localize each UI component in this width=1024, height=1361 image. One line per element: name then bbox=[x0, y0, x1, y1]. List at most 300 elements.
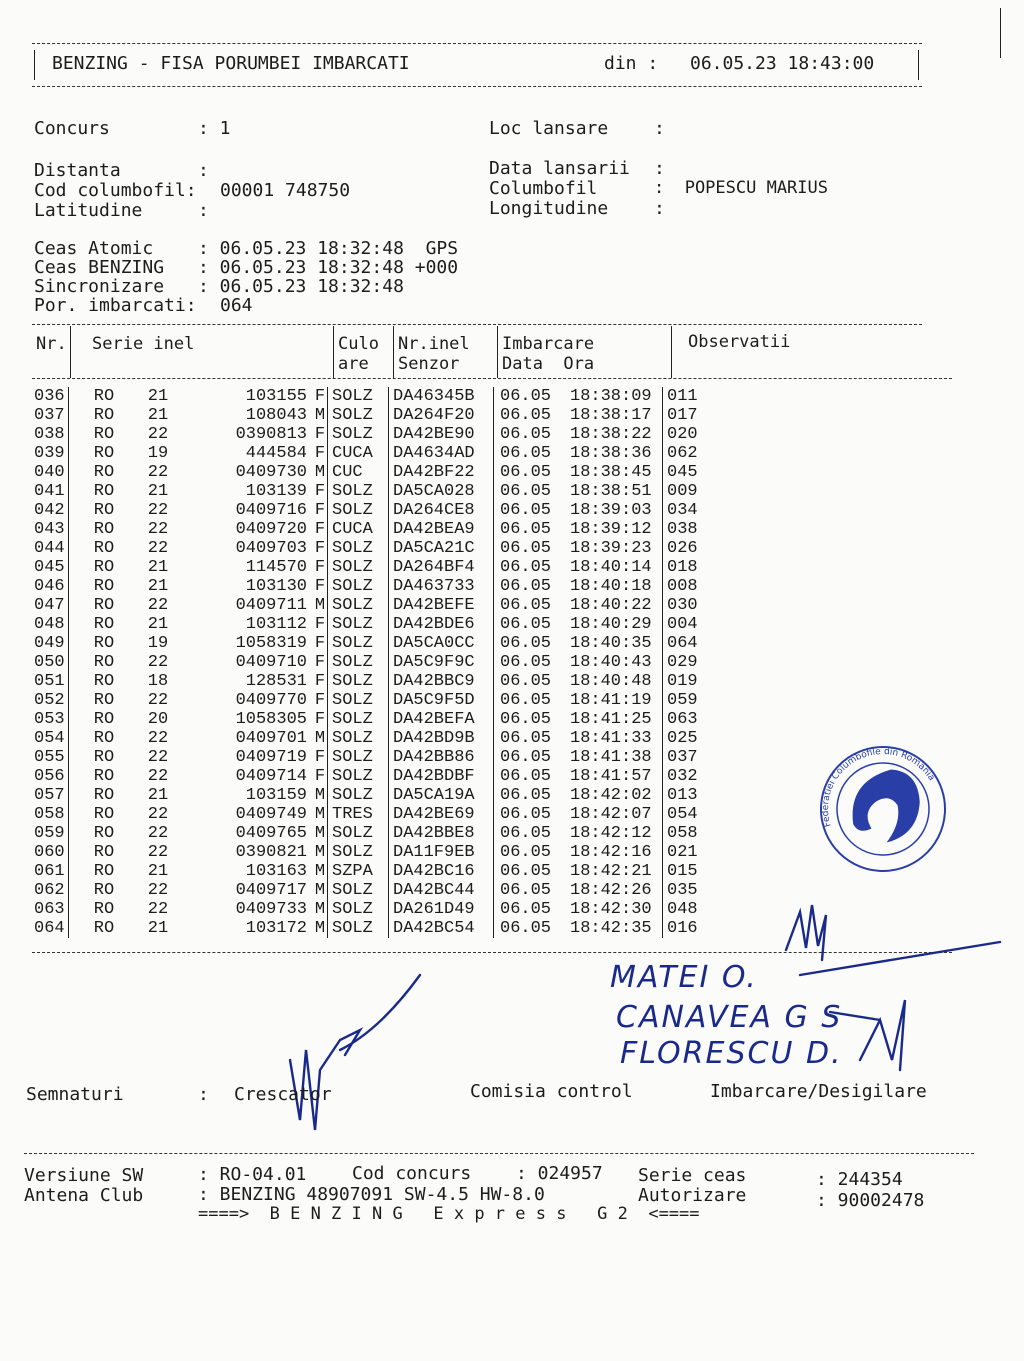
cell-year: 21 bbox=[147, 558, 169, 577]
ceas-benzing-label: Ceas BENZING bbox=[34, 257, 165, 278]
cell-observatii: 009 bbox=[667, 482, 698, 501]
cell-year: 21 bbox=[147, 577, 169, 596]
cell-ring-number: 0409703 bbox=[235, 539, 307, 558]
cell-color: CUC bbox=[328, 463, 389, 482]
cell-date: 06.05 bbox=[500, 843, 552, 862]
cell-color: SOLZ bbox=[328, 710, 389, 729]
cell-color: SOLZ bbox=[328, 634, 389, 653]
cell-country: RO bbox=[93, 463, 115, 482]
cell-year: 21 bbox=[147, 786, 169, 805]
cell-sex: F bbox=[313, 539, 328, 558]
autorizare-value: : 90002478 bbox=[816, 1190, 925, 1211]
cell-sensor: DA42BD9B bbox=[389, 729, 494, 748]
serie-ceas-label: Serie ceas bbox=[638, 1165, 747, 1186]
cell-date: 06.05 bbox=[500, 691, 552, 710]
cell-sex: F bbox=[313, 767, 328, 786]
cell-nr: 038 bbox=[32, 425, 69, 444]
cell-sensor: DA42BBE8 bbox=[389, 824, 494, 843]
cell-sensor: DA264BF4 bbox=[389, 558, 494, 577]
cell-year: 22 bbox=[147, 653, 169, 672]
cell-ring-number: 103163 bbox=[245, 862, 307, 881]
semnaturi-label: Semnaturi bbox=[26, 1084, 124, 1105]
cell-time: 18:38:09 bbox=[570, 387, 663, 406]
col-header-nr-inel-1: Nr.inel bbox=[398, 334, 470, 354]
cell-time: 18:42:35 bbox=[570, 919, 663, 938]
cell-time: 18:38:22 bbox=[570, 425, 663, 444]
cell-year: 21 bbox=[147, 387, 169, 406]
cell-time: 18:41:57 bbox=[570, 767, 663, 786]
cell-time: 18:40:14 bbox=[570, 558, 663, 577]
cell-observatii: 030 bbox=[667, 596, 698, 615]
cell-ring-number: 444584 bbox=[245, 444, 307, 463]
cell-sensor: DA42BDE6 bbox=[389, 615, 494, 634]
cell-observatii: 037 bbox=[667, 748, 698, 767]
cell-sensor: DA42BB86 bbox=[389, 748, 494, 767]
handwritten-name-2: CANAVEA G S bbox=[616, 1000, 843, 1035]
cell-year: 22 bbox=[147, 463, 169, 482]
cell-ring-number: 0409701 bbox=[235, 729, 307, 748]
cell-observatii: 020 bbox=[667, 425, 698, 444]
cell-time: 18:42:02 bbox=[570, 786, 663, 805]
cell-nr: 063 bbox=[32, 900, 69, 919]
cell-date: 06.05 bbox=[500, 672, 552, 691]
cell-date: 06.05 bbox=[500, 710, 552, 729]
col-header-observatii: Observatii bbox=[688, 332, 791, 352]
cell-sex: M bbox=[313, 862, 328, 881]
cell-country: RO bbox=[93, 615, 115, 634]
cell-country: RO bbox=[93, 767, 115, 786]
cell-year: 21 bbox=[147, 406, 169, 425]
cell-ring-number: 128531 bbox=[245, 672, 307, 691]
cell-date: 06.05 bbox=[500, 558, 552, 577]
autorizare-label: Autorizare bbox=[638, 1185, 747, 1206]
cell-country: RO bbox=[93, 425, 115, 444]
cell-observatii: 063 bbox=[667, 710, 698, 729]
cell-country: RO bbox=[93, 843, 115, 862]
longitudine-value: : bbox=[654, 198, 665, 219]
cell-country: RO bbox=[93, 444, 115, 463]
cell-ring-number: 0409749 bbox=[235, 805, 307, 824]
cell-time: 18:42:16 bbox=[570, 843, 663, 862]
cell-nr: 064 bbox=[32, 919, 69, 938]
ceas-atomic-label: Ceas Atomic bbox=[34, 238, 154, 259]
cell-sensor: DA42BEFE bbox=[389, 596, 494, 615]
cell-nr: 050 bbox=[32, 653, 69, 672]
cell-sex: M bbox=[313, 729, 328, 748]
cell-date: 06.05 bbox=[500, 767, 552, 786]
cell-country: RO bbox=[93, 558, 115, 577]
cell-observatii: 008 bbox=[667, 577, 698, 596]
cell-nr: 040 bbox=[32, 463, 69, 482]
cell-sensor: DA5CA19A bbox=[389, 786, 494, 805]
cell-nr: 041 bbox=[32, 482, 69, 501]
cell-ring-number: 0409733 bbox=[235, 900, 307, 919]
cell-color: SOLZ bbox=[328, 786, 389, 805]
cell-sensor: DA42BC16 bbox=[389, 862, 494, 881]
columbofil-value: : POPESCU MARIUS bbox=[654, 178, 828, 198]
cell-color: SOLZ bbox=[328, 843, 389, 862]
cod-columbofil-value: 00001 748750 bbox=[220, 180, 351, 201]
cell-time: 18:40:22 bbox=[570, 596, 663, 615]
cell-sensor: DA5CA0CC bbox=[389, 634, 494, 653]
signature-crescator bbox=[290, 975, 420, 1130]
cell-sex: M bbox=[313, 406, 328, 425]
cell-country: RO bbox=[93, 691, 115, 710]
loc-lansare-label: Loc lansare bbox=[489, 118, 609, 139]
cell-date: 06.05 bbox=[500, 729, 552, 748]
cell-country: RO bbox=[93, 634, 115, 653]
cell-ring-number: 103155 bbox=[245, 387, 307, 406]
cell-year: 22 bbox=[147, 881, 169, 900]
distanta-value: : bbox=[198, 160, 209, 181]
cell-sensor: DA11F9EB bbox=[389, 843, 494, 862]
cell-ring-number: 0409716 bbox=[235, 501, 307, 520]
distanta-label: Distanta bbox=[34, 160, 121, 181]
cell-color: SOLZ bbox=[328, 767, 389, 786]
cell-country: RO bbox=[93, 539, 115, 558]
stamp-text: Federatiei Columbofile din Romania bbox=[820, 746, 937, 828]
cell-date: 06.05 bbox=[500, 444, 552, 463]
cell-year: 21 bbox=[147, 615, 169, 634]
cell-country: RO bbox=[93, 482, 115, 501]
federation-stamp-icon bbox=[808, 744, 958, 874]
cell-nr: 037 bbox=[32, 406, 69, 425]
page-edge-mark bbox=[1000, 8, 1001, 58]
cell-sensor: DA42BEA9 bbox=[389, 520, 494, 539]
col-header-imbarcare-2: Data Ora bbox=[502, 354, 595, 374]
col-header-nr-inel-2: Senzor bbox=[398, 354, 460, 374]
cell-sensor: DA42BE90 bbox=[389, 425, 494, 444]
porumbei-imbarcati-value: 064 bbox=[220, 295, 253, 316]
cell-date: 06.05 bbox=[500, 463, 552, 482]
cell-sex: F bbox=[313, 634, 328, 653]
col-header-nr: Nr. bbox=[36, 334, 67, 354]
data-lansarii-value: : bbox=[654, 158, 665, 179]
cell-observatii: 032 bbox=[667, 767, 698, 786]
cell-time: 18:41:25 bbox=[570, 710, 663, 729]
cell-nr: 046 bbox=[32, 577, 69, 596]
cell-country: RO bbox=[93, 786, 115, 805]
cell-observatii: 059 bbox=[667, 691, 698, 710]
cell-color: SZPA bbox=[328, 862, 389, 881]
cell-nr: 062 bbox=[32, 881, 69, 900]
cell-time: 18:40:35 bbox=[570, 634, 663, 653]
cell-time: 18:40:29 bbox=[570, 615, 663, 634]
cell-nr: 054 bbox=[32, 729, 69, 748]
cell-sensor: DA5C9F5D bbox=[389, 691, 494, 710]
cell-country: RO bbox=[93, 672, 115, 691]
cell-year: 21 bbox=[147, 862, 169, 881]
cell-year: 21 bbox=[147, 482, 169, 501]
cell-color: CUCA bbox=[328, 520, 389, 539]
cell-color: SOLZ bbox=[328, 615, 389, 634]
cell-ring-number: 103172 bbox=[245, 919, 307, 938]
ceas-atomic-value: : 06.05.23 18:32:48 GPS bbox=[198, 238, 459, 259]
cell-year: 21 bbox=[147, 919, 169, 938]
signature-stroke-right bbox=[830, 1000, 905, 1070]
cell-year: 22 bbox=[147, 843, 169, 862]
cell-ring-number: 0409710 bbox=[235, 653, 307, 672]
cell-year: 22 bbox=[147, 900, 169, 919]
cell-time: 18:38:17 bbox=[570, 406, 663, 425]
cell-time: 18:41:33 bbox=[570, 729, 663, 748]
cell-year: 22 bbox=[147, 691, 169, 710]
handwritten-name-3: FLORESCU D. bbox=[620, 1036, 843, 1071]
cell-date: 06.05 bbox=[500, 824, 552, 843]
cell-color: CUCA bbox=[328, 444, 389, 463]
data-lansarii-label: Data lansarii bbox=[489, 158, 630, 179]
cell-color: SOLZ bbox=[328, 596, 389, 615]
cell-nr: 048 bbox=[32, 615, 69, 634]
cell-observatii: 045 bbox=[667, 463, 698, 482]
cell-color: SOLZ bbox=[328, 900, 389, 919]
cell-time: 18:42:30 bbox=[570, 900, 663, 919]
cell-color: SOLZ bbox=[328, 824, 389, 843]
cell-observatii: 021 bbox=[667, 843, 698, 862]
cell-sex: M bbox=[313, 463, 328, 482]
cell-nr: 059 bbox=[32, 824, 69, 843]
cell-sensor: DA261D49 bbox=[389, 900, 494, 919]
cell-time: 18:42:07 bbox=[570, 805, 663, 824]
cell-sex: F bbox=[313, 520, 328, 539]
cell-ring-number: 0409720 bbox=[235, 520, 307, 539]
document-title: BENZING - FISA PORUMBEI IMBARCATI bbox=[52, 53, 410, 74]
serie-ceas-value: : 244354 bbox=[816, 1169, 903, 1190]
cell-ring-number: 0390821 bbox=[235, 843, 307, 862]
cell-sex: M bbox=[313, 786, 328, 805]
cell-observatii: 013 bbox=[667, 786, 698, 805]
cell-ring-number: 103130 bbox=[245, 577, 307, 596]
cell-color: SOLZ bbox=[328, 425, 389, 444]
cell-sex: F bbox=[313, 653, 328, 672]
cell-time: 18:41:38 bbox=[570, 748, 663, 767]
cell-sensor: DA42BE69 bbox=[389, 805, 494, 824]
latitudine-value: : bbox=[198, 200, 209, 221]
cell-date: 06.05 bbox=[500, 653, 552, 672]
cell-nr: 036 bbox=[32, 387, 69, 406]
cell-ring-number: 1058319 bbox=[235, 634, 307, 653]
cell-observatii: 025 bbox=[667, 729, 698, 748]
cell-observatii: 035 bbox=[667, 881, 698, 900]
cell-year: 22 bbox=[147, 425, 169, 444]
cell-country: RO bbox=[93, 653, 115, 672]
footer-top-border bbox=[24, 1153, 974, 1154]
concurs-value: : 1 bbox=[198, 118, 231, 139]
col-header-imbarcare-1: Imbarcare bbox=[502, 334, 595, 354]
cell-time: 18:42:12 bbox=[570, 824, 663, 843]
comisia-control-label: Comisia control bbox=[470, 1081, 633, 1102]
cell-year: 22 bbox=[147, 824, 169, 843]
cell-country: RO bbox=[93, 520, 115, 539]
cell-year: 19 bbox=[147, 444, 169, 463]
signature-line-right bbox=[800, 942, 1000, 975]
cell-sensor: DA5CA028 bbox=[389, 482, 494, 501]
cell-country: RO bbox=[93, 919, 115, 938]
col-header-culoare-2: are bbox=[338, 354, 369, 374]
cell-sensor: DA46345B bbox=[389, 387, 494, 406]
handwritten-name-1: MATEI O. bbox=[610, 960, 758, 995]
cell-nr: 053 bbox=[32, 710, 69, 729]
cell-observatii: 058 bbox=[667, 824, 698, 843]
cell-nr: 058 bbox=[32, 805, 69, 824]
cell-date: 06.05 bbox=[500, 520, 552, 539]
cell-year: 20 bbox=[147, 710, 169, 729]
cell-ring-number: 0409711 bbox=[235, 596, 307, 615]
cell-date: 06.05 bbox=[500, 805, 552, 824]
cod-concurs-label: Cod concurs bbox=[352, 1163, 472, 1184]
longitudine-label: Longitudine bbox=[489, 198, 609, 219]
antena-club-value: : BENZING 48907091 SW-4.5 HW-8.0 bbox=[198, 1184, 545, 1205]
cell-date: 06.05 bbox=[500, 482, 552, 501]
cell-date: 06.05 bbox=[500, 596, 552, 615]
cell-observatii: 054 bbox=[667, 805, 698, 824]
cell-year: 22 bbox=[147, 520, 169, 539]
cell-time: 18:39:23 bbox=[570, 539, 663, 558]
cell-sex: F bbox=[313, 672, 328, 691]
cell-country: RO bbox=[93, 881, 115, 900]
sincronizare-value: : 06.05.23 18:32:48 bbox=[198, 276, 404, 297]
columbofil-label: Columbofil bbox=[489, 178, 598, 199]
cell-time: 18:39:03 bbox=[570, 501, 663, 520]
cell-ring-number: 0409714 bbox=[235, 767, 307, 786]
cell-time: 18:40:43 bbox=[570, 653, 663, 672]
cell-sex: F bbox=[313, 691, 328, 710]
cell-date: 06.05 bbox=[500, 387, 552, 406]
cell-observatii: 016 bbox=[667, 919, 698, 938]
cell-sex: F bbox=[313, 558, 328, 577]
cell-color: SOLZ bbox=[328, 387, 389, 406]
imbarcare-desigilare-label: Imbarcare/Desigilare bbox=[710, 1081, 927, 1102]
cell-country: RO bbox=[93, 710, 115, 729]
versiune-sw-value: : RO-04.01 bbox=[198, 1164, 307, 1185]
cell-date: 06.05 bbox=[500, 425, 552, 444]
cell-sex: M bbox=[313, 824, 328, 843]
cell-sensor: DA5C9F9C bbox=[389, 653, 494, 672]
crescator-label: Crescator bbox=[234, 1084, 332, 1105]
signature-stroke-top bbox=[786, 905, 826, 960]
cell-year: 22 bbox=[147, 748, 169, 767]
cell-time: 18:39:12 bbox=[570, 520, 663, 539]
cell-time: 18:41:19 bbox=[570, 691, 663, 710]
cell-country: RO bbox=[93, 406, 115, 425]
cell-color: TRES bbox=[328, 805, 389, 824]
cell-ring-number: 103139 bbox=[245, 482, 307, 501]
cell-country: RO bbox=[93, 596, 115, 615]
sincronizare-label: Sincronizare bbox=[34, 276, 165, 297]
cell-sex: M bbox=[313, 596, 328, 615]
cell-time: 18:38:45 bbox=[570, 463, 663, 482]
col-header-culoare-1: Culo bbox=[338, 334, 379, 354]
cell-observatii: 026 bbox=[667, 539, 698, 558]
concurs-label: Concurs bbox=[34, 118, 110, 139]
versiune-sw-label: Versiune SW bbox=[24, 1165, 144, 1186]
cell-observatii: 064 bbox=[667, 634, 698, 653]
cell-year: 18 bbox=[147, 672, 169, 691]
cell-observatii: 038 bbox=[667, 520, 698, 539]
cell-nr: 043 bbox=[32, 520, 69, 539]
cell-sex: M bbox=[313, 900, 328, 919]
cell-nr: 044 bbox=[32, 539, 69, 558]
cell-sex: M bbox=[313, 919, 328, 938]
cell-nr: 056 bbox=[32, 767, 69, 786]
cell-observatii: 018 bbox=[667, 558, 698, 577]
cell-color: SOLZ bbox=[328, 501, 389, 520]
din-label: din : bbox=[604, 53, 659, 74]
cell-sex: M bbox=[313, 843, 328, 862]
cell-country: RO bbox=[93, 501, 115, 520]
cell-sex: F bbox=[313, 501, 328, 520]
cell-ring-number: 0409770 bbox=[235, 691, 307, 710]
cell-sensor: DA42BDBF bbox=[389, 767, 494, 786]
cell-ring-number: 103159 bbox=[245, 786, 307, 805]
cell-year: 22 bbox=[147, 805, 169, 824]
cell-country: RO bbox=[93, 862, 115, 881]
cell-ring-number: 0409765 bbox=[235, 824, 307, 843]
cell-nr: 057 bbox=[32, 786, 69, 805]
cell-observatii: 017 bbox=[667, 406, 698, 425]
cell-color: SOLZ bbox=[328, 729, 389, 748]
cell-country: RO bbox=[93, 729, 115, 748]
cell-year: 22 bbox=[147, 729, 169, 748]
cell-time: 18:38:51 bbox=[570, 482, 663, 501]
cell-color: SOLZ bbox=[328, 653, 389, 672]
cell-color: SOLZ bbox=[328, 881, 389, 900]
cell-time: 18:40:48 bbox=[570, 672, 663, 691]
cell-sex: F bbox=[313, 577, 328, 596]
cell-nr: 061 bbox=[32, 862, 69, 881]
cell-sex: F bbox=[313, 482, 328, 501]
cell-date: 06.05 bbox=[500, 539, 552, 558]
cell-date: 06.05 bbox=[500, 501, 552, 520]
cell-observatii: 004 bbox=[667, 615, 698, 634]
cell-sex: F bbox=[313, 710, 328, 729]
cell-date: 06.05 bbox=[500, 786, 552, 805]
porumbei-imbarcati-label: Por. imbarcati: bbox=[34, 295, 197, 316]
cell-year: 19 bbox=[147, 634, 169, 653]
loc-lansare-value: : bbox=[654, 118, 665, 139]
cell-time: 18:40:18 bbox=[570, 577, 663, 596]
cell-sensor: DA5CA21C bbox=[389, 539, 494, 558]
cell-nr: 049 bbox=[32, 634, 69, 653]
cell-year: 22 bbox=[147, 501, 169, 520]
cell-nr: 052 bbox=[32, 691, 69, 710]
cell-color: SOLZ bbox=[328, 919, 389, 938]
latitudine-label: Latitudine bbox=[34, 200, 143, 221]
cell-color: SOLZ bbox=[328, 672, 389, 691]
cell-sensor: DA42BC44 bbox=[389, 881, 494, 900]
cell-nr: 060 bbox=[32, 843, 69, 862]
ceas-benzing-value: : 06.05.23 18:32:48 +000 bbox=[198, 257, 459, 278]
cell-color: SOLZ bbox=[328, 539, 389, 558]
cell-sex: F bbox=[313, 444, 328, 463]
cell-country: RO bbox=[93, 387, 115, 406]
cell-sensor: DA4634AD bbox=[389, 444, 494, 463]
cod-concurs-value: : 024957 bbox=[516, 1163, 603, 1184]
cod-columbofil-label: Cod columbofil: bbox=[34, 180, 197, 201]
cell-sensor: DA42BF22 bbox=[389, 463, 494, 482]
cell-color: SOLZ bbox=[328, 691, 389, 710]
cell-nr: 045 bbox=[32, 558, 69, 577]
cell-country: RO bbox=[93, 805, 115, 824]
cell-date: 06.05 bbox=[500, 406, 552, 425]
cell-sensor: DA463733 bbox=[389, 577, 494, 596]
cell-country: RO bbox=[93, 748, 115, 767]
cell-ring-number: 0409717 bbox=[235, 881, 307, 900]
cell-ring-number: 0409719 bbox=[235, 748, 307, 767]
cell-ring-number: 0409730 bbox=[235, 463, 307, 482]
benzing-express-brand: ====> B E N Z I N G E x p r e s s G 2 <==== bbox=[198, 1204, 700, 1224]
cell-date: 06.05 bbox=[500, 634, 552, 653]
